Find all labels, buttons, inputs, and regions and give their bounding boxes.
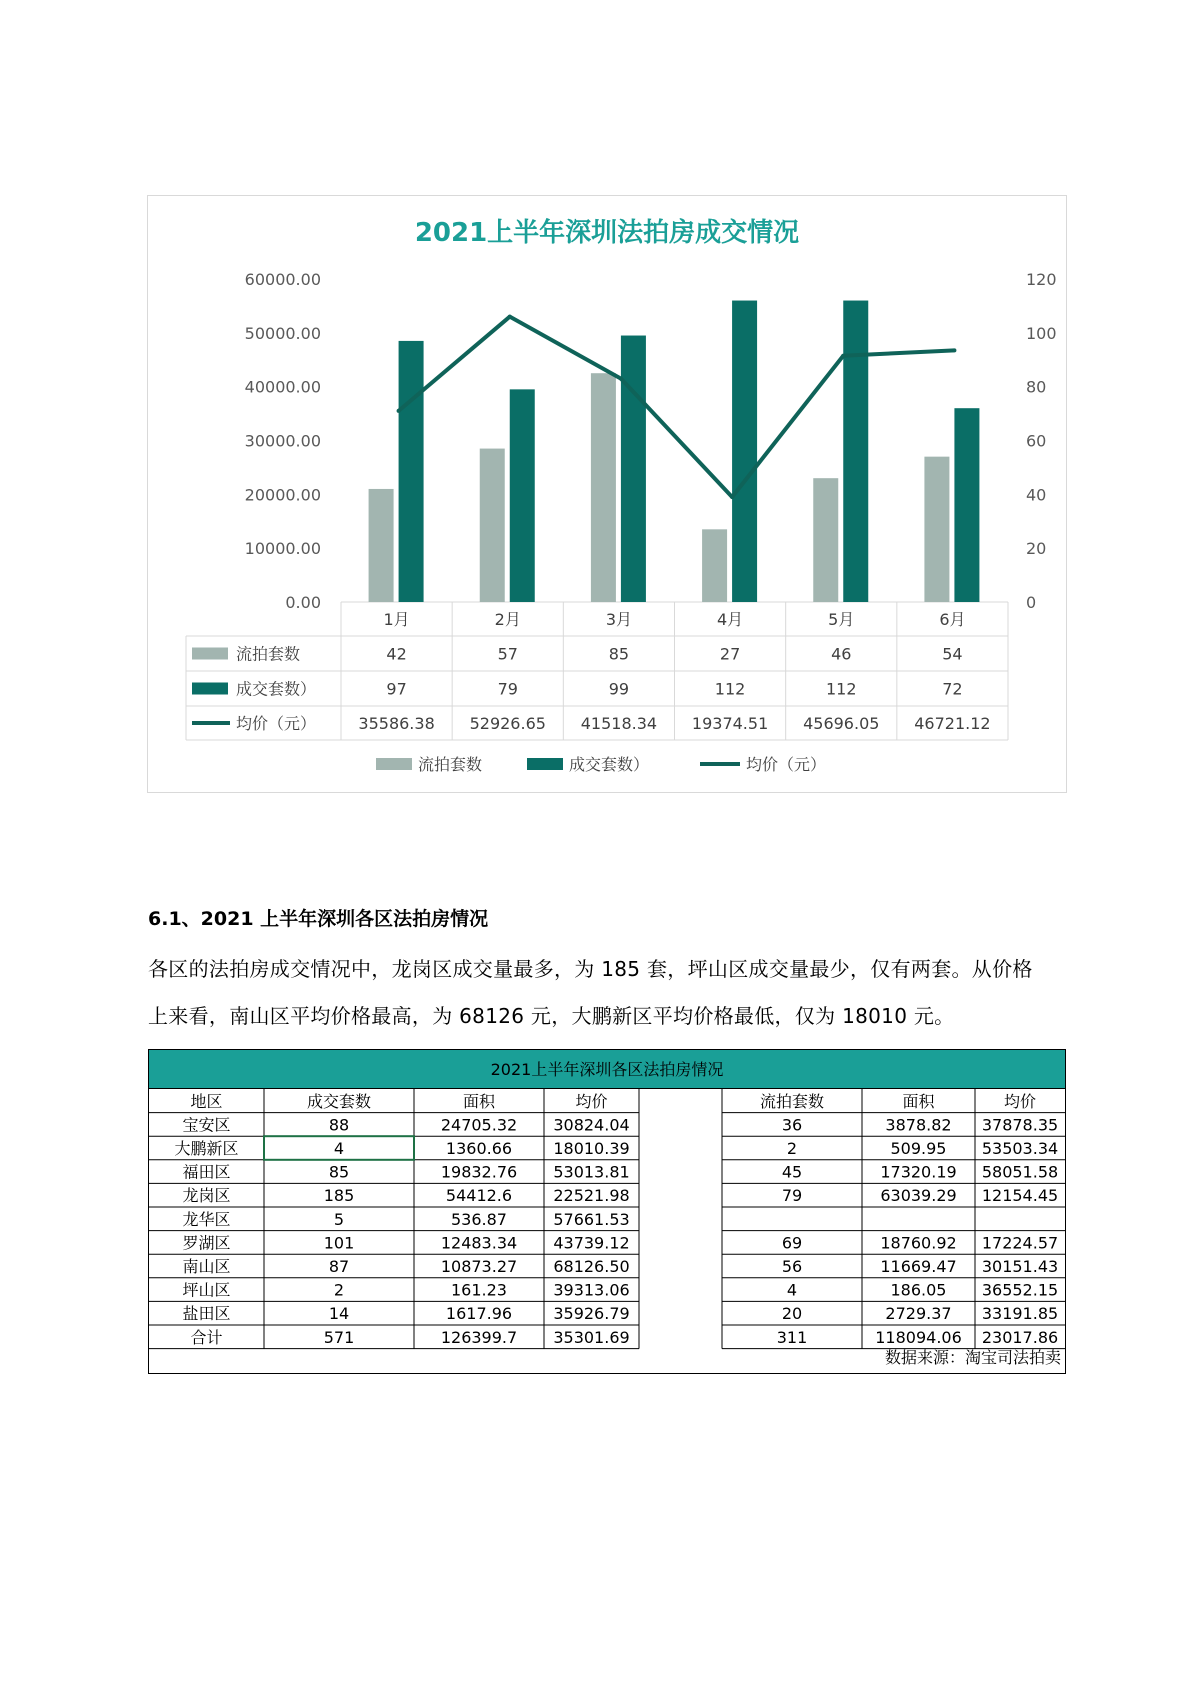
table-value-cell: 27 <box>719 644 741 664</box>
table-value-cell: 54 <box>942 644 963 664</box>
category-label: 5月 <box>828 610 855 629</box>
table-value-cell: 35301.69 <box>553 1327 630 1347</box>
table-value-cell: 22521.98 <box>553 1186 630 1206</box>
bar-sold <box>732 301 757 602</box>
section-heading: 6.1、2021 上半年深圳各区法拍房情况 <box>148 908 489 930</box>
legend-label: 流拍套数 <box>418 755 483 774</box>
y-right-tick-label: 80 <box>1026 377 1047 397</box>
y-right-tick-label: 100 <box>1026 323 1057 343</box>
table-value-cell: 2729.37 <box>885 1304 952 1324</box>
table-value-cell: 52926.65 <box>469 714 546 733</box>
table-header-cell: 成交套数 <box>306 1091 372 1111</box>
table-value-cell: 45 <box>781 1162 803 1182</box>
table-value-cell: 20 <box>781 1304 803 1324</box>
table-value-cell: 36552.15 <box>981 1280 1059 1300</box>
chart-title: 2021上半年深圳法拍房成交情况 <box>414 218 800 248</box>
table-value-cell: 12154.45 <box>981 1186 1059 1206</box>
bar-sold <box>954 408 979 602</box>
table-value-cell: 112 <box>825 679 857 699</box>
table-value-cell: 18010.39 <box>553 1139 630 1158</box>
table-value-cell: 88 <box>328 1115 350 1135</box>
table-value-cell: 101 <box>323 1233 355 1253</box>
table-value-cell: 68126.50 <box>553 1257 630 1276</box>
table-value-cell: 39313.06 <box>553 1280 630 1300</box>
table-header-cell: 均价 <box>1003 1091 1037 1111</box>
table-legend-key <box>192 683 228 695</box>
table-value-cell: 126399.7 <box>440 1327 518 1347</box>
legend-key <box>376 758 412 770</box>
table-value-cell: 112 <box>714 679 746 699</box>
table-value-cell: 18760.92 <box>880 1233 957 1253</box>
table-value-cell: 5 <box>333 1209 345 1229</box>
table-value-cell: 30824.04 <box>553 1115 630 1135</box>
table-value-cell: 72 <box>942 679 963 699</box>
table-value-cell: 185 <box>323 1186 355 1206</box>
table-value-cell: 37878.35 <box>981 1115 1059 1135</box>
table-value-cell: 19832.76 <box>440 1162 518 1182</box>
table-value-cell: 4 <box>333 1139 345 1158</box>
table-district-cell: 盐田区 <box>182 1304 231 1324</box>
table-value-cell: 24705.32 <box>440 1115 518 1135</box>
y-left-tick-label: 30000.00 <box>244 431 321 451</box>
table-value-cell: 99 <box>608 679 630 699</box>
district-table <box>148 1049 1066 1374</box>
table-value-cell: 87 <box>328 1257 350 1276</box>
bar-unsold <box>480 449 505 602</box>
y-right-tick-label: 60 <box>1026 431 1047 451</box>
category-label: 2月 <box>494 610 521 629</box>
table-value-cell: 42 <box>386 644 407 664</box>
y-left-tick-label: 60000.00 <box>244 270 321 289</box>
table-value-cell: 311 <box>776 1327 808 1347</box>
line-avg-price-point <box>508 315 512 319</box>
table-value-cell: 58051.58 <box>981 1162 1059 1182</box>
table-value-cell: 57661.53 <box>553 1209 630 1229</box>
y-right-tick-label: 40 <box>1026 485 1047 505</box>
table-value-cell: 57 <box>497 644 518 664</box>
table-value-cell: 41518.34 <box>580 714 658 733</box>
table-value-cell: 2 <box>786 1139 798 1158</box>
line-avg-price-point <box>619 377 623 381</box>
table-header-cell: 流拍套数 <box>759 1091 825 1111</box>
y-left-tick-label: 10000.00 <box>244 539 321 559</box>
y-left-tick-label: 0.00 <box>285 593 321 612</box>
table-value-cell: 3878.82 <box>885 1115 952 1135</box>
table-source-note: 数据来源：淘宝司法拍卖 <box>884 1348 1061 1367</box>
table-value-cell: 161.23 <box>451 1280 507 1300</box>
y-right-tick-label: 0 <box>1026 593 1037 612</box>
table-value-cell: 17320.19 <box>880 1162 957 1182</box>
table-district-cell: 大鹏新区 <box>174 1139 239 1158</box>
paragraph-line-1: 各区的法拍房成交情况中，龙岗区成交量最多，为 185 套，坪山区成交量最少，仅有两套。从价格 <box>148 957 1033 981</box>
legend-key <box>527 758 563 770</box>
table-value-cell: 85 <box>608 644 630 664</box>
table-value-cell: 85 <box>328 1162 350 1182</box>
table-value-cell: 69 <box>781 1233 803 1253</box>
table-value-cell: 4 <box>786 1280 798 1300</box>
table-value-cell: 509.95 <box>890 1139 947 1158</box>
y-left-tick-label: 50000.00 <box>244 323 321 343</box>
table-value-cell: 14 <box>328 1304 350 1324</box>
table-district-cell: 坪山区 <box>182 1280 231 1300</box>
table-value-cell: 536.87 <box>451 1209 507 1229</box>
table-value-cell: 43739.12 <box>553 1233 630 1253</box>
table-value-cell: 53013.81 <box>553 1162 630 1182</box>
table-value-cell: 10873.27 <box>440 1257 518 1276</box>
table-value-cell: 17224.57 <box>981 1233 1059 1253</box>
table-value-cell: 19374.51 <box>691 714 769 733</box>
table-value-cell: 35926.79 <box>553 1304 630 1324</box>
chart-container <box>147 195 1067 793</box>
table-header-cell: 地区 <box>190 1091 223 1111</box>
table-district-cell: 宝安区 <box>182 1115 231 1135</box>
line-avg-price-point <box>952 348 956 352</box>
y-right-tick-label: 20 <box>1026 539 1047 559</box>
bar-sold <box>510 389 535 602</box>
table-header-cell: 面积 <box>902 1091 935 1111</box>
table-value-cell: 63039.29 <box>880 1186 957 1206</box>
bar-sold <box>843 301 868 602</box>
bar-unsold <box>591 373 616 602</box>
table-district-cell: 龙华区 <box>182 1209 231 1229</box>
line-avg-price-point <box>397 409 401 413</box>
table-value-cell: 53503.34 <box>981 1139 1059 1158</box>
district-table-grid <box>149 1050 1065 1373</box>
table-value-cell: 1360.66 <box>445 1139 513 1158</box>
bar-unsold <box>924 457 949 602</box>
table-value-cell: 11669.47 <box>880 1257 957 1276</box>
table-value-cell: 571 <box>323 1327 355 1347</box>
legend-label: 成交套数） <box>569 755 650 774</box>
table-district-cell: 福田区 <box>182 1162 231 1182</box>
table-district-cell: 合计 <box>190 1327 223 1347</box>
bar-unsold <box>369 489 394 602</box>
table-legend-key <box>192 648 228 660</box>
table-header-cell: 均价 <box>575 1091 608 1111</box>
y-left-tick-label: 20000.00 <box>244 485 321 505</box>
category-label: 1月 <box>383 610 410 629</box>
table-value-cell: 46721.12 <box>914 714 991 733</box>
table-value-cell: 79 <box>497 679 518 699</box>
category-label: 3月 <box>605 610 633 629</box>
table-district-cell: 龙岗区 <box>182 1186 231 1206</box>
table-district-cell: 罗湖区 <box>182 1233 231 1253</box>
paragraph-line-2: 上来看，南山区平均价格最高，为 68126 元，大鹏新区平均价格最低，仅为 18010 元。 <box>148 1004 955 1028</box>
table-header-cell: 面积 <box>462 1091 496 1111</box>
line-avg-price-point <box>841 354 845 358</box>
table-district-cell: 南山区 <box>182 1257 231 1276</box>
table-value-cell: 45696.05 <box>803 714 880 733</box>
table-value-cell: 1617.96 <box>445 1304 513 1324</box>
table-value-cell: 30151.43 <box>981 1257 1059 1276</box>
table-value-cell: 56 <box>781 1257 803 1276</box>
table-value-cell: 46 <box>831 644 852 664</box>
table-value-cell: 97 <box>386 679 407 699</box>
category-label: 4月 <box>716 610 744 629</box>
legend-label: 均价（元） <box>746 755 827 774</box>
table-value-cell: 186.05 <box>890 1280 947 1300</box>
table-value-cell: 33191.85 <box>981 1304 1059 1324</box>
bar-sold <box>621 336 646 602</box>
table-value-cell: 35586.38 <box>358 714 435 733</box>
bar-sold <box>399 341 424 602</box>
y-right-tick-label: 120 <box>1026 270 1057 289</box>
table-value-cell: 118094.06 <box>875 1327 962 1347</box>
table-value-cell: 79 <box>781 1186 803 1206</box>
district-table-title: 2021上半年深圳各区法拍房情况 <box>149 1050 1065 1089</box>
table-value-cell: 36 <box>781 1115 803 1135</box>
table-value-cell: 12483.34 <box>440 1233 518 1253</box>
bar-unsold <box>813 478 838 602</box>
y-left-tick-label: 40000.00 <box>244 377 321 397</box>
table-series-label: 成交套数） <box>236 679 317 699</box>
table-value-cell: 54412.6 <box>445 1186 513 1206</box>
table-series-label: 均价（元） <box>236 714 317 733</box>
chart-svg <box>148 196 1066 792</box>
table-value-cell: 2 <box>333 1280 345 1300</box>
bar-unsold <box>702 529 727 602</box>
line-avg-price-point <box>730 495 734 499</box>
table-value-cell: 23017.86 <box>981 1327 1059 1347</box>
category-label: 6月 <box>939 610 966 629</box>
table-series-label: 流拍套数 <box>236 644 301 664</box>
